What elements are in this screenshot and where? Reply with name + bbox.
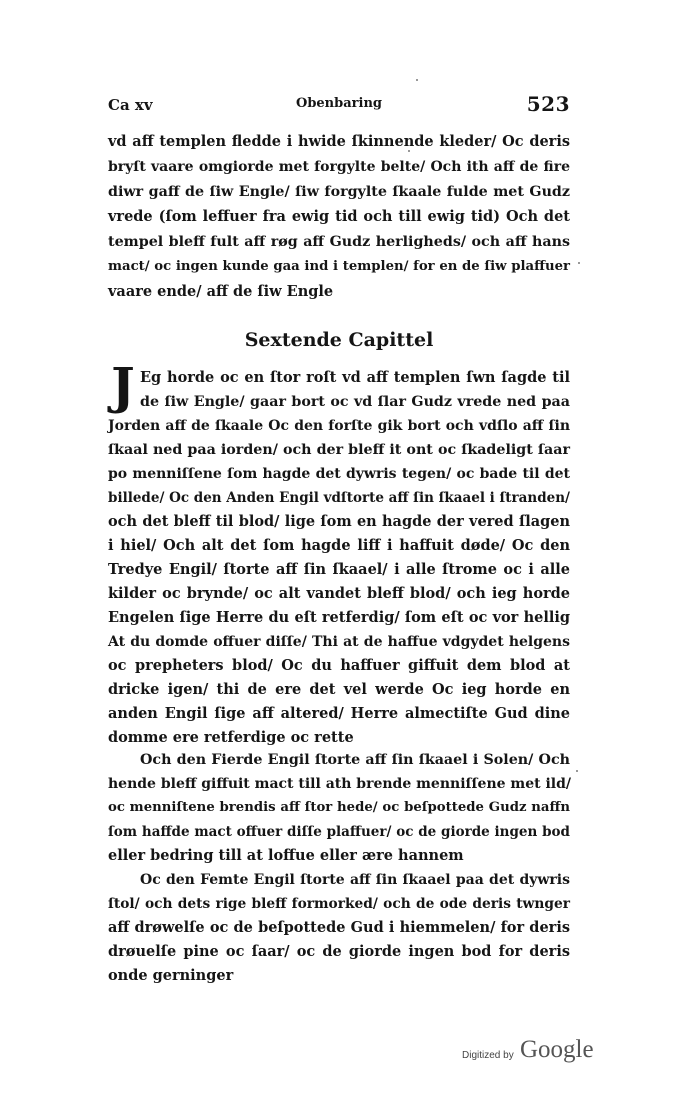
watermark-prefix: Digitized by — [462, 1050, 514, 1061]
text-line: oc prepheters blod/ Oc du haffuer giffuit dem blod at — [108, 657, 570, 674]
text-line: Engelen ſige Herre du eſt retferdig/ ſom eſt oc vor hellig — [108, 609, 570, 626]
watermark-brand: Google — [520, 1036, 594, 1063]
book-title: Obenbaring — [296, 96, 382, 111]
paper-speck — [576, 770, 578, 772]
text-line: At du domde offuer diſſe/ Thi at de haffue vdgydet helgens — [108, 634, 570, 650]
text-line: vaare ende/ aff de ſiw Engle — [108, 283, 334, 300]
text-line: vrede (ſom leffuer fra ewig tid och till ewig tid) Och det — [108, 208, 570, 225]
text-line: mact/ oc ingen kunde gaa ind i templen/ for en de ſiw plaffuer — [108, 259, 570, 274]
text-line: billede/ Oc den Anden Engil vdſtorte aff ſin ſkaael i ſtranden/ — [108, 490, 570, 506]
text-line: eller bedring till at loffue eller ære hannem — [108, 847, 464, 864]
page-number: 523 — [526, 92, 570, 116]
text-line: Oc den Femte Engil ſtorte aff ſin ſkaael paa det dywris — [140, 872, 570, 888]
text-line: po menniſſene ſom hagde det dywris tegen/ oc bade til det — [108, 466, 570, 482]
text-line: ſkaal ned paa iorden/ och der bleff it ont oc ſkadeligt ſaar — [108, 442, 570, 458]
text-line: tempel bleff fult aff røg aff Gudz herligheds/ och aff hans — [108, 234, 570, 250]
text-line: anden Engil ſige aff altered/ Herre almectiſte Gud dine — [108, 705, 570, 722]
text-line: oc menniſtene brendis aff ſtor hede/ oc beſpottede Gudz naffn — [108, 800, 570, 815]
text-line: kilder oc brynde/ oc alt vandet bleff blod/ och ieg horde — [108, 585, 570, 602]
text-line: diwr gaff de ſiw Engle/ ſiw forgylte ſkaale fulde met Gudz — [108, 184, 570, 200]
text-line: ſom haffde mact offuer diſſe plaffuer/ oc de giorde ingen bod — [108, 824, 570, 840]
chapter-title: Sextende Capittel — [244, 329, 434, 351]
text-line: Tredye Engil/ ſtorte aff ſin ſkaael/ i alle ſtrome oc i alle — [108, 561, 570, 578]
text-line: dricke igen/ thi de ere det vel werde Oc ieg horde en — [108, 681, 570, 698]
text-line: domme ere retferdige oc rette — [108, 729, 354, 746]
text-line: i hiel/ Och alt det ſom hagde liff i haffuit døde/ Oc den — [108, 537, 570, 554]
text-line: de ſiw Engle/ gaar bort oc vd ſlar Gudz vrede ned paa — [140, 394, 570, 410]
text-line: och det bleff til blod/ lige ſom en hagde der vered ſlagen — [108, 513, 570, 530]
text-line: Eg horde oc en ſtor roſt vd aff templen ſwn ſagde til — [140, 369, 570, 386]
text-line: bryſt vaare omgiorde met forgylte belte/ Och ith aff de fire — [108, 159, 570, 175]
paper-speck — [416, 79, 418, 81]
digitization-watermark — [462, 1036, 602, 1066]
text-line: Och den Fierde Engil ſtorte aff ſin ſkaael i Solen/ Och — [140, 752, 570, 768]
text-line: vd aff templen fledde i hwide ſkinnende kleder/ Oc deris — [108, 133, 570, 150]
text-line: aff drøwelſe oc de beſpottede Gud i hiemmelen/ for deris — [108, 919, 570, 936]
paper-speck — [578, 262, 580, 264]
text-line: Jorden aff de ſkaale Oc den forſte gik bort och vdſlo aff ſin — [108, 418, 570, 434]
text-line: onde gerninger — [108, 967, 234, 984]
text-line: hende bleff giffuit mact till ath brende menniſſene met ild/ — [108, 776, 572, 792]
chapter-reference: Ca xv — [108, 96, 153, 114]
text-line: drøuelſe pine oc ſaar/ oc de giorde ingen bod for deris — [108, 943, 570, 960]
text-line: ſtol/ och dets rige bleff formorked/ och de ode deris twnger — [108, 896, 570, 912]
drop-cap: J — [111, 356, 135, 415]
running-head — [108, 92, 570, 118]
